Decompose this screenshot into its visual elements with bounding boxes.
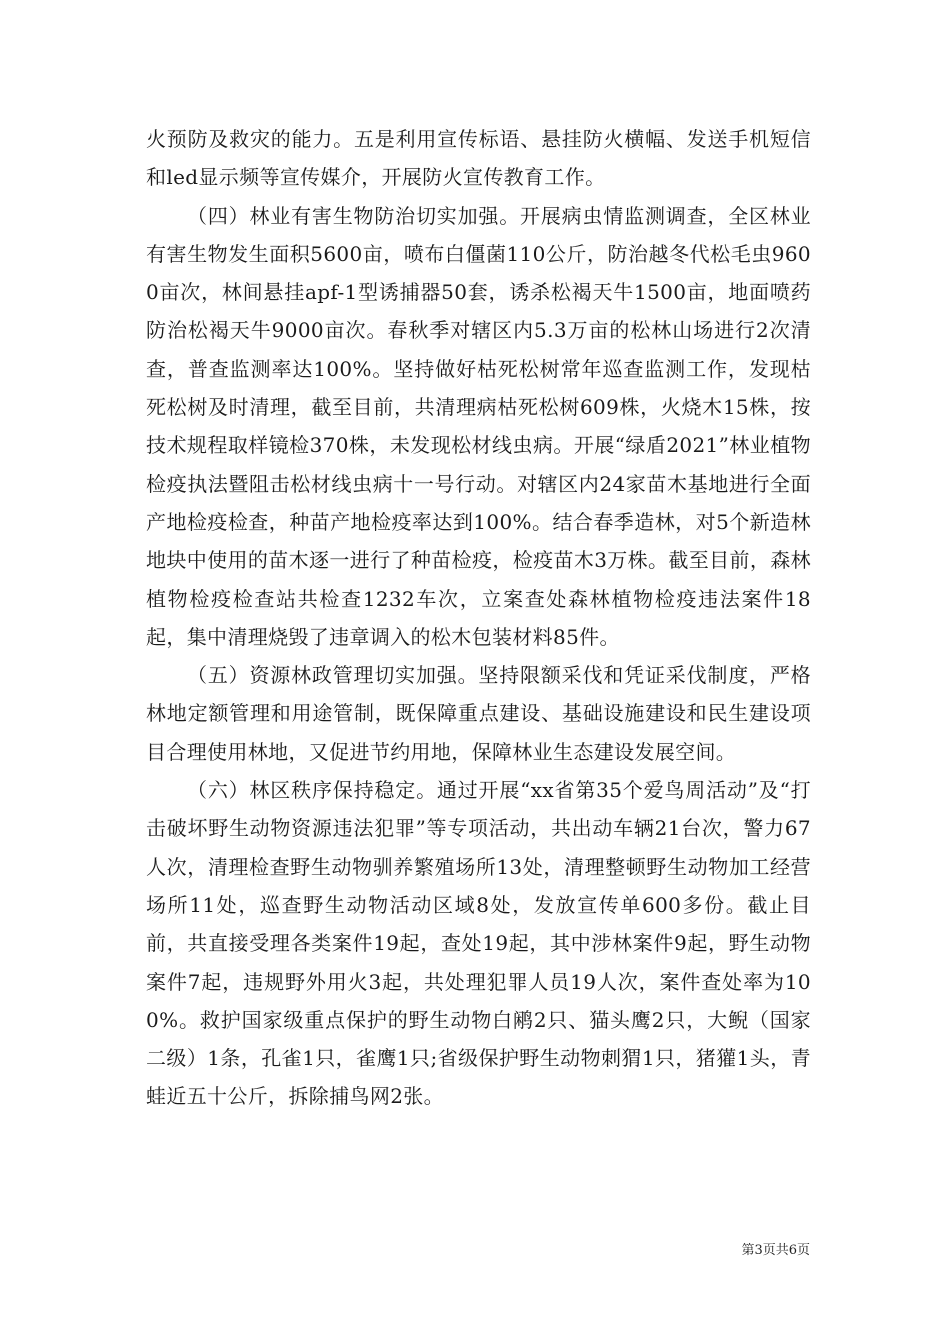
document-body: [146, 120, 811, 1116]
paragraph-forest-resource-management: （五）资源林政管理切实加强。坚持限额采伐和凭证采伐制度，严格林地定额管理和用途管制，既保障重点建设、基础设施建设和民生建设项目合理使用林地，又促进节约用地，保障林业生态建设发展空间。: [146, 663, 811, 764]
paragraph-fire-prevention-continued: 火预防及救灾的能力。五是利用宣传标语、悬挂防火横幅、发送手机短信和led显示频等宣传媒介，开展防火宣传教育工作。: [146, 127, 811, 190]
paragraph-forest-order: （六）林区秩序保持稳定。通过开展“xx省第35个爱鸟周活动”及“打击破坏野生动物资源违法犯罪”等专项活动，共出动车辆21台次，警力67人次，清理检查野生动物驯养繁殖场所13处，清理整顿野生动物加工经营场所11处，巡查野生动物活动区域8处，发放宣传单600多份。截止目前，共直接受理各类案件19起，查处19起，其中涉林案件9起，野生动物案件7起，违规野外用火3起，共处理犯罪人员19人次，案件查处率为100%。救护国家级重点保护的野生动物白鹇2只、猫头鹰2只，大鲵（国家二级）1条，孔雀1只，雀鹰1只;省级保护野生动物刺猬1只，猪獾1头，青蛙近五十公斤，拆除捕鸟网2张。: [146, 778, 811, 1109]
paragraph-pest-control: （四）林业有害生物防治切实加强。开展病虫情监测调查，全区林业有害生物发生面积5600亩，喷布白僵菌110公斤，防治越冬代松毛虫9600亩次，林间悬挂apf-1型诱捕器50套，诱杀松褐天牛1500亩，地面喷药防治松褐天牛9000亩次。春秋季对辖区内5.3万亩的松林山场进行2次清查，普查监测率达100%。坚持做好枯死松树常年巡查监测工作，发现枯死松树及时清理，截至目前，共清理病枯死松树609株，火烧木15株，按技术规程取样镜检370株，未发现松材线虫病。开展“绿盾2021”林业植物检疫执法暨阻击松材线虫病十一号行动。对辖区内24家苗木基地进行全面产地检疫检查，种苗产地检疫率达到100%。结合春季造林，对5个新造林地块中使用的苗木逐一进行了种苗检疫，检疫苗木3万株。截至目前，森林植物检疫检查站共检查1232车次，立案查处森林植物检疫违法案件18起，集中清理烧毁了违章调入的松木包装材料85件。: [146, 203, 811, 649]
page-number: 第3页共6页: [741, 1243, 810, 1258]
